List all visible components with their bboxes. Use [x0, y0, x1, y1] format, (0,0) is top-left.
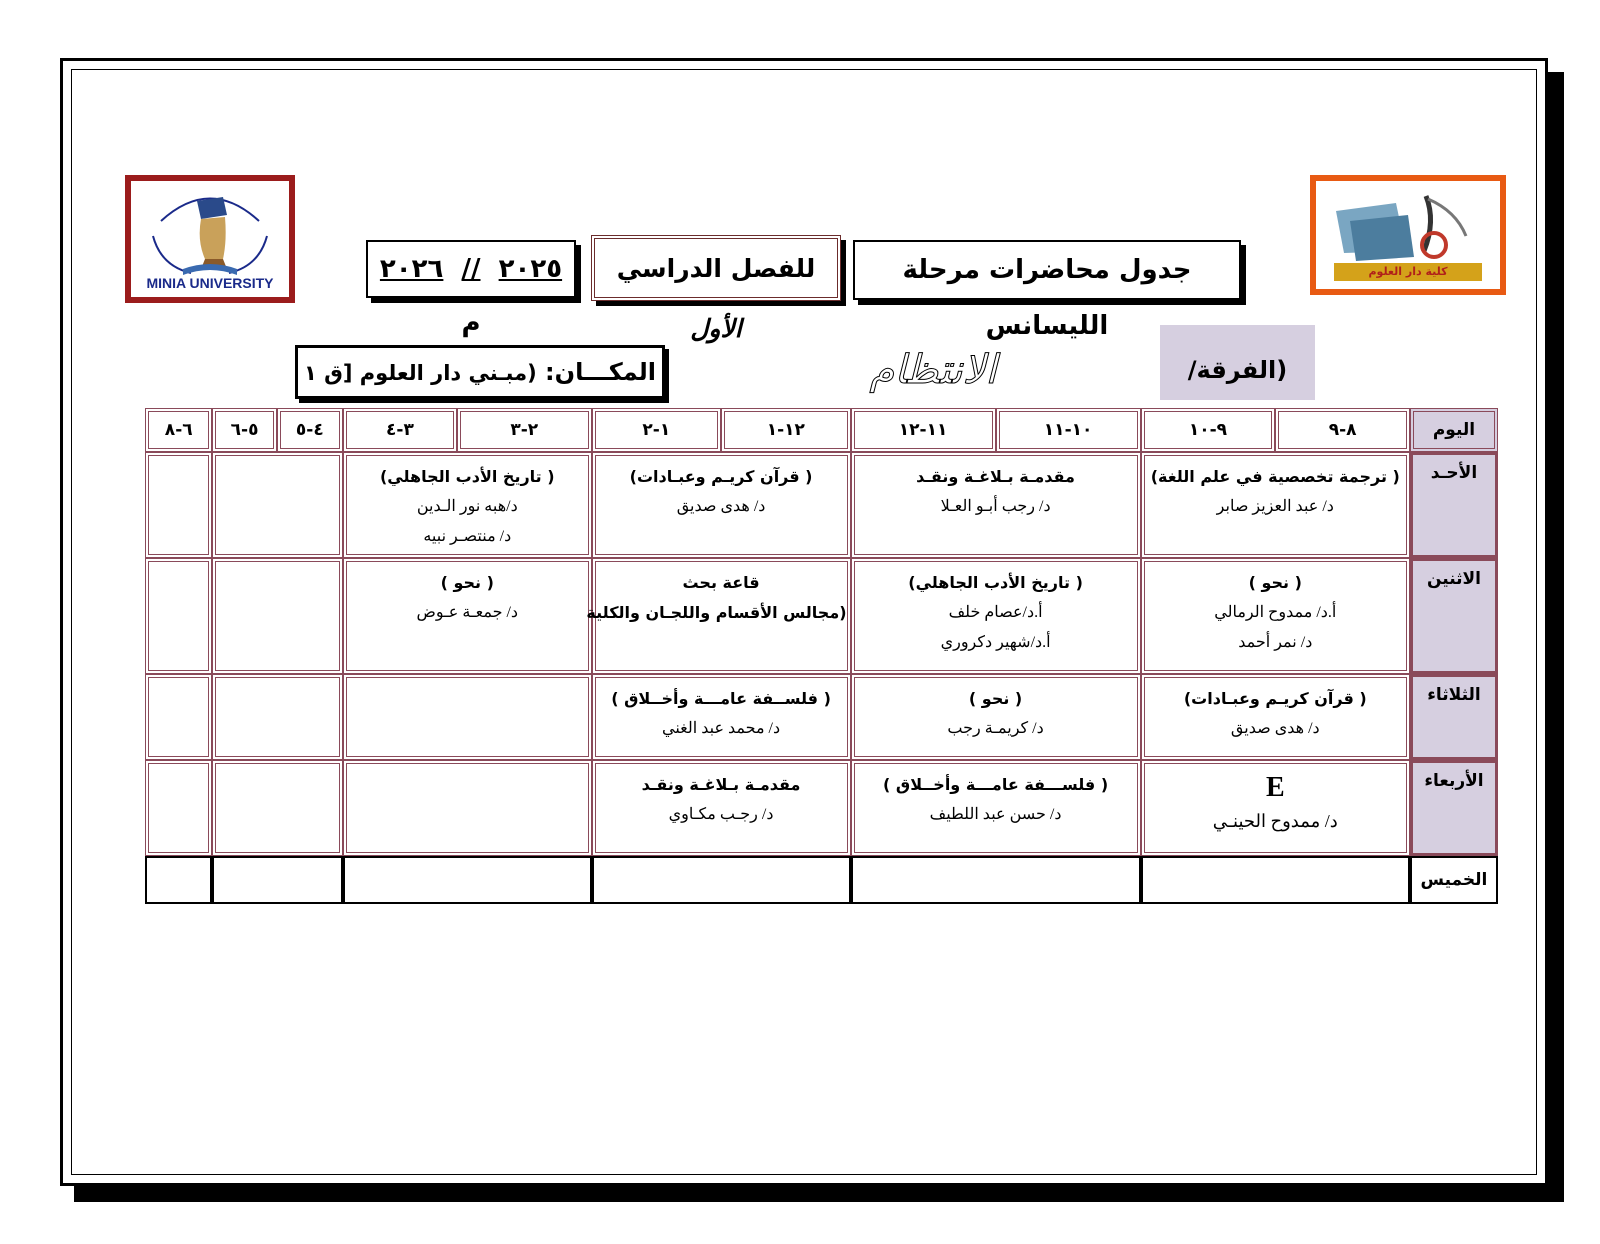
course-name: قاعة بحث — [682, 573, 760, 592]
lecture-schedule-table — [145, 408, 1498, 904]
university-name: MINIA UNIVERSITY — [146, 275, 274, 291]
year-end: ٢٠٢٦ — [379, 254, 444, 284]
lecture-cell — [1141, 760, 1410, 856]
lecture-cell — [592, 760, 851, 856]
lecture-cell — [851, 760, 1141, 856]
slot-header: ٥-٦ — [212, 408, 276, 452]
semester-prefix: للفصل الدراسي — [616, 254, 816, 283]
course-name: مقدمـة بـلاغـة ونقـد — [916, 467, 1075, 486]
semester-box — [591, 235, 841, 343]
instructor-name: د/ رجب أبـو العـلا — [940, 498, 1051, 515]
lecture-cell — [592, 452, 851, 558]
day-row-thursday — [145, 856, 1498, 904]
slot-header: ١٠-١١ — [996, 408, 1141, 452]
course-name: مقدمـة بـلاغـة ونقـد — [641, 775, 801, 794]
course-name: ( تاريخ الأدب الجاهلي) — [908, 573, 1083, 592]
location-box — [295, 345, 665, 399]
empty-cell — [145, 452, 212, 558]
level-label: (الفرقة/ — [1160, 325, 1315, 400]
day-row-wednesday — [145, 760, 1498, 856]
slot-header: ٤-٥ — [277, 408, 343, 452]
location-value: (مبـني دار العلوم [ق ١ — [303, 361, 537, 385]
minia-university-logo — [125, 175, 295, 303]
day-column-header: اليوم — [1410, 408, 1498, 452]
course-name: ( نحو ) — [440, 573, 494, 592]
day-label: الاثنين — [1410, 558, 1498, 674]
empty-cell — [592, 856, 851, 904]
instructor-name: د/ ممدوح الحينـي — [1212, 811, 1338, 831]
slot-header: ٨-٩ — [1275, 408, 1410, 452]
lecture-cell — [851, 452, 1141, 558]
year-suffix: م — [461, 308, 481, 338]
slot-header: ٣-٤ — [343, 408, 457, 452]
empty-cell — [851, 856, 1141, 904]
instructor-name: د/ حسن عبد اللطيف — [929, 806, 1062, 823]
course-name: ( قرآن كريـم وعبـادات) — [629, 467, 813, 486]
course-name: E — [1265, 772, 1285, 803]
semester-name: الأول — [690, 314, 742, 343]
study-system: الانتظام — [869, 347, 997, 393]
course-name: ( نحو ) — [968, 689, 1023, 708]
header-row — [145, 408, 1498, 452]
instructor-name: د/ نمر أحمد — [1238, 634, 1313, 651]
instructor-name: د/ رجـب مكـاوي — [668, 806, 774, 823]
year-start: ٢٠٢٥ — [498, 254, 563, 284]
course-name: ( قرآن كريـم وعبـادات) — [1183, 689, 1367, 708]
dar-al-uloom-logo — [1310, 175, 1506, 295]
slot-header: ١٢-١ — [721, 408, 850, 452]
lecture-cell — [851, 674, 1141, 760]
empty-cell — [343, 674, 592, 760]
instructor-name: أ.د/شهير دكروري — [940, 634, 1051, 651]
instructor-name: أ.د/ ممدوح الرمالي — [1214, 604, 1337, 621]
lecture-cell — [1141, 558, 1410, 674]
day-label: الأربعاء — [1410, 760, 1498, 856]
faculty-name: كلية دار العلوم — [1334, 263, 1482, 281]
slot-header: ٩-١٠ — [1141, 408, 1276, 452]
empty-cell — [212, 674, 343, 760]
course-name: ( تاريخ الأدب الجاهلي) — [379, 467, 555, 486]
empty-cell — [343, 760, 592, 856]
instructor-name: د/ كريمـة رجب — [947, 720, 1044, 737]
lecture-cell — [343, 558, 592, 674]
day-label: الأحـد — [1410, 452, 1498, 558]
course-name: ( فلســـفة عامـــة وأخــلاق ) — [883, 775, 1109, 794]
course-name: ( فلســفة عامـــة وأخــلاق ) — [611, 689, 831, 708]
slot-header: ١١-١٢ — [851, 408, 996, 452]
instructor-name: د/ منتصـر نبيه — [423, 528, 512, 545]
empty-cell — [145, 856, 212, 904]
lecture-cell — [851, 558, 1141, 674]
empty-cell — [212, 558, 343, 674]
course-name: ( نحو ) — [1248, 573, 1302, 592]
instructor-name: د/ هدى صديق — [1230, 720, 1320, 737]
slot-header: ٢-٣ — [457, 408, 592, 452]
schedule-title: جدول محاضرات مرحلة الليسانس — [853, 240, 1241, 300]
slot-header: ١-٢ — [592, 408, 721, 452]
day-label: الخميس — [1410, 856, 1498, 904]
empty-cell — [145, 674, 212, 760]
instructor-name: د/ محمد عبد الغني — [662, 720, 781, 737]
lecture-cell — [592, 674, 851, 760]
course-note: (مجالس الأقسام واللجـان والكلية — [586, 603, 847, 622]
empty-cell — [1141, 856, 1410, 904]
day-row-monday — [145, 558, 1498, 674]
location-label: المكـــان: — [545, 358, 657, 386]
instructor-name: د/هبه نور الـدين — [416, 498, 518, 515]
day-label: الثلاثاء — [1410, 674, 1498, 760]
lecture-cell — [1141, 674, 1410, 760]
instructor-name: د/ جمعـة عـوض — [416, 604, 519, 621]
lecture-cell — [343, 452, 592, 558]
instructor-name: د/ عبد العزيز صابر — [1216, 498, 1334, 515]
lecture-cell — [586, 558, 851, 674]
course-name: ( ترجمة تخصصية في علم اللغة) — [1150, 467, 1400, 486]
empty-cell — [212, 856, 343, 904]
empty-cell — [343, 856, 592, 904]
slot-header: ٦-٨ — [145, 408, 212, 452]
instructor-name: د/ هدى صديق — [676, 498, 766, 515]
day-row-tuesday — [145, 674, 1498, 760]
empty-cell — [212, 760, 343, 856]
empty-cell — [145, 760, 212, 856]
year-separator: // — [461, 254, 481, 284]
day-row-sunday — [145, 452, 1498, 558]
academic-year-box — [366, 240, 576, 338]
empty-cell — [145, 558, 212, 674]
empty-cell — [212, 452, 343, 558]
instructor-name: أ.د/عصام خلف — [948, 604, 1043, 621]
lecture-cell — [1141, 452, 1410, 558]
